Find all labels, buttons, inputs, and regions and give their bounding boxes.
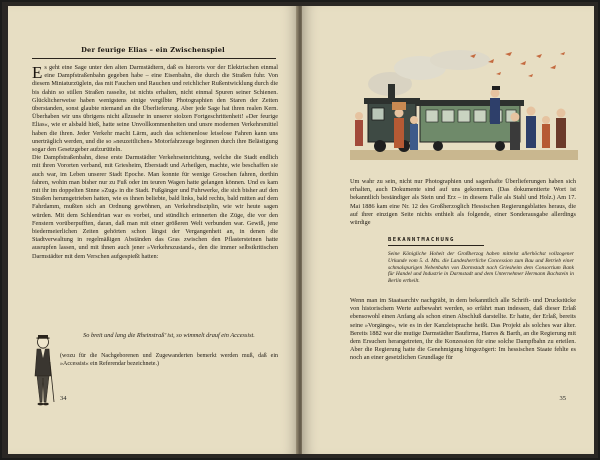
right-page bbox=[302, 6, 594, 454]
open-book bbox=[2, 2, 598, 458]
gentleman-figure-illustration bbox=[28, 332, 58, 410]
paragraph-1 bbox=[32, 64, 278, 154]
paragraph-2: Die Dampfstraßenbahn, diese erste Darmstädter Verkehrseinrichtung, welche die Stadt endlich mit ihren Vororten verband, mit Griesheim, Eberstadt und Arheilgen, machte, wie beschaffen sie auch war, im Leben unserer Stadt Epoche. Man konnte für wenige Groschen fahren, dorthin fahren, wohin man bisher nur zu Fuß oder im teuren Wagen hatte gelangen können. Und es kam mit ihr im doppelten Sinne »Zug« in die Stadt. Fußgänger und Fuhrwerke, die sich bisher auf den Straßen herumgetrieben hatten, wie es ihnen beliebte, bald links, bald rechts, bald mitten auf dem Fahrdamm, mußten sich an Ordnung gewöhnen, an Verkehrsdisziplin, wie wir heute sagen würden. Mit dem Schlendrian war es vorbei, und stündlich erinnerten die Züge, die vor den Fenstern vorüberpufften, daran, daß man mit einer größeren Welt verbunden war. Gewiß, jene biedermeierlichen Zeiten gehörten schon längst der Vergangenheit an, in denen die Stadtverwaltung in regelmäßigen Abständen das Gras zwischen den Pflastersteinen hatte ausrupfen lassen, und mit ihnen auch jener »Verkehrszustand«, den die immer selbstkritischen Darmstädter mit dem Verschen aufgespießt hatten: bbox=[32, 154, 278, 260]
page-number-left: 34 bbox=[60, 395, 67, 402]
notice-text: Seine Königliche Hoheit der Großherzog haben mittelst allerhöchst vollzogener Urkunde vom 5. d. Mts. die Landesherrliche Concession zum Bau und Betrieb einer schmalspurigen Nebenbahn von Darmstadt nach Griesheim dem Consortium Bank für Handel und Industrie in Darmstadt und dem Unternehmer Hermann Bachstein in Berlin ertheilt. bbox=[388, 251, 574, 285]
steam-tram-illustration bbox=[350, 46, 578, 172]
verse-block bbox=[60, 332, 278, 340]
running-head-rule bbox=[32, 58, 276, 59]
footnote-text: (wozu für die Nachgeborenen und Zugewanderten bemerkt werden muß, daß ein »Accessist« ein Referendar bezeichnete.) bbox=[60, 353, 278, 367]
running-head: Der feurige Elias – ein Zwischenspiel bbox=[81, 46, 225, 54]
left-page bbox=[8, 6, 298, 454]
right-paragraph-1: Um wahr zu sein, nicht nur Photographien und sagenhafte Überlieferungen haben sich erhalten, auch Dokumente sind auf uns gekommen. (Das dokumentierte Wort ist bekanntlich beständiger als Stein und Erz – in diesem Falle als Stahl und Holz.) Am 17. Mai 1886 kam eine Nr. 12 des Großherzoglich Hessischen Regierungsblattes heraus, die auf ihrer einzigen Seite nichts enthielt als folgende, einer Sonderausgabe allerdings würdige bbox=[350, 178, 576, 227]
footnote bbox=[60, 352, 278, 368]
right-paragraph-2: Wenn man im Staatsarchiv nachgräbt, in dem bekanntlich alle Schrift- und Druckstücke von historischem Werte aufbewahrt werden, so erfährt man indessen, daß dieser Erlaß ebensowohl einen Anfang als schon einen Abschluß darstellte. Er hatte, der Erlaß, bereits seine »Vorgänge«, wie es in der Kanzleisprache heißt. Das Projekt als solches war älter. Bereits 1882 war die mutige Darmstädter Baufirma, Harres & Barth, an die Regierung mit dem Ersuchen herangetreten, ihr die Konzession für eine solche Dampfbahn zu erteilen. Aber die Regierung hatte die Genehmigung hingezögert: Im hessischen Staate fehlte es noch an einer gesetzlichen Grundlage für bbox=[350, 297, 576, 362]
paragraph-1-text: s geht eine Sage unter den alten Darmstädtern, daß es hierorts vor der Elektrischen einmal eine Dampfstraßenbahn gegeben habe – eine Eisenbahn, die durch die Straßen fuhr. Von diesem Miniaturzüglein, das mit Fauchen und Rauchen und reichlicher Rußentwicklung durch die bis dahin so stillen Straßen rasselte, ist nichts erhalten, nicht einmal Spuren seiner Schienen. Glücklicherweise haben wenigstens einige vergilbte Photographien den Staren der Zeiten überstanden, sonst glaubte niemand an die Überlieferung. Aber jede Sage hat ihren realen Kern. Überhaben wir uns übrigens nicht allzusehr in unserer stolzen Fortgeschrittenheit! »Der feurige Elias«, wie er alsbald hieß, hatte seine Unvollkommenheiten und unsre modernen Verkehrsmittel haben die ihren. Jeder Verkehr macht Lärm, auch das schienenlose leiselose Fahren kann uns unerträglich werden, und die so »neuzeitlichen« Motorfahrzeuge beginnen durch ihre Belästigung sogar den Gesetzgeber aufzurütteln. bbox=[32, 64, 278, 154]
notice-title-rule bbox=[388, 245, 484, 246]
page-number-right: 35 bbox=[559, 395, 566, 402]
left-body-text bbox=[32, 64, 278, 261]
verse-line: So breit und lang die Rheinstraß’ ist, so wimmelt drauf ein Accessist. bbox=[83, 332, 255, 339]
drop-cap: E bbox=[32, 63, 43, 82]
notice-title: BEKANNTMACHUNG bbox=[388, 237, 455, 243]
